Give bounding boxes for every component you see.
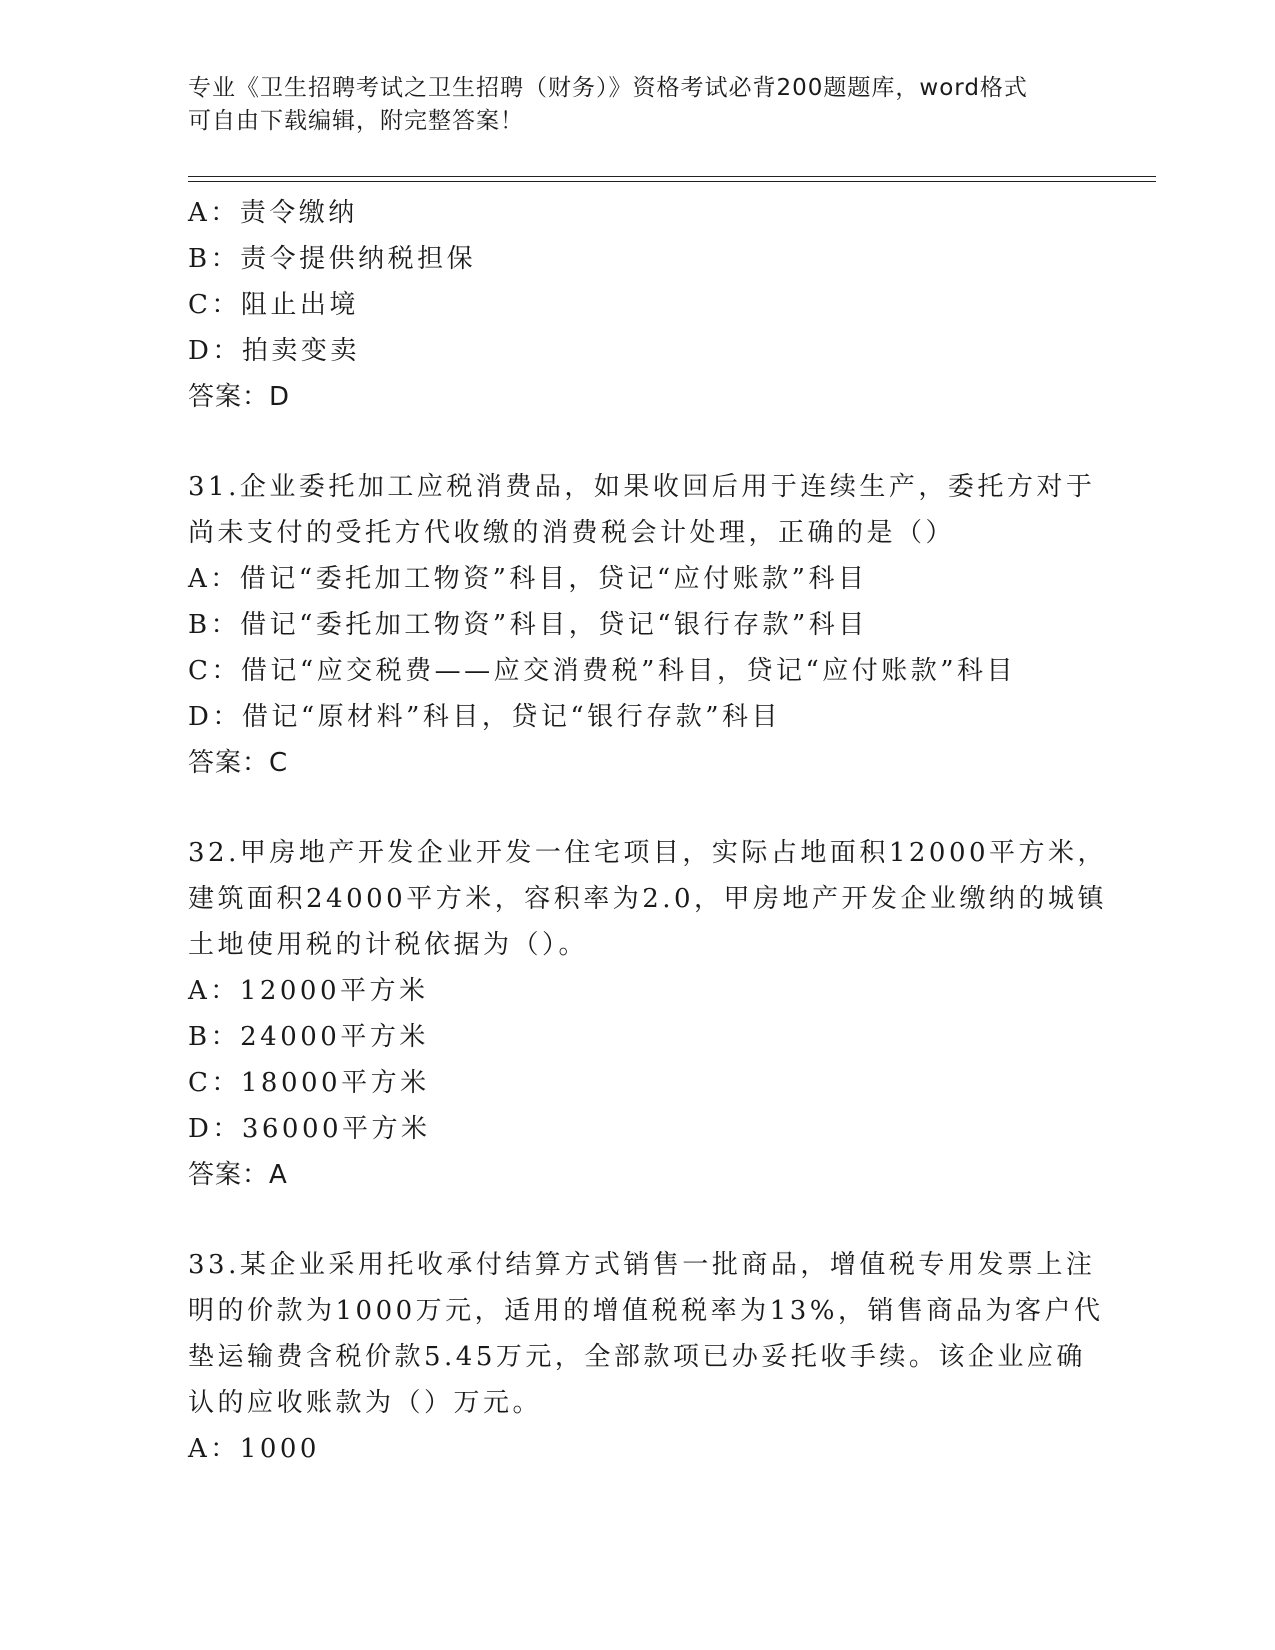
question-stem-line: 32.甲房地产开发企业开发一住宅项目，实际占地面积12000平方米， xyxy=(188,838,1108,868)
header-title-line-1: 专业《卫生招聘考试之卫生招聘（财务）》资格考试必背200题题库，word格式 xyxy=(188,75,1028,101)
answer: 答案：A xyxy=(188,1160,288,1190)
option-d: D：借记“原材料”科目，贷记“银行存款”科目 xyxy=(188,702,782,732)
question-stem-line: 垫运输费含税价款5.45万元，全部款项已办妥托收手续。该企业应确 xyxy=(188,1342,1086,1372)
option-a: A：12000平方米 xyxy=(188,976,429,1006)
option-a: A：借记“委托加工物资”科目，贷记“应付账款”科目 xyxy=(188,564,868,594)
option-d: D：拍卖变卖 xyxy=(188,336,360,366)
question-31 xyxy=(188,464,1096,786)
option-b: B：借记“委托加工物资”科目，贷记“银行存款”科目 xyxy=(188,610,868,640)
option-c: C：18000平方米 xyxy=(188,1068,430,1098)
question-stem-line: 建筑面积24000平方米，容积率为2.0，甲房地产开发企业缴纳的城镇 xyxy=(188,884,1108,914)
answer: 答案：C xyxy=(188,748,289,778)
header-divider xyxy=(188,176,1156,182)
option-b: B：责令提供纳税担保 xyxy=(188,244,477,274)
question-32 xyxy=(188,830,1108,1198)
document-header xyxy=(188,72,1088,138)
question-stem-line: 认的应收账款为（）万元。 xyxy=(188,1388,543,1418)
option-a: A：责令缴纳 xyxy=(188,198,358,228)
question-list xyxy=(188,190,1108,1472)
question-stem-line: 33.某企业采用托收承付结算方式销售一批商品，增值税专用发票上注 xyxy=(188,1250,1096,1280)
option-d: D：36000平方米 xyxy=(188,1114,431,1144)
option-c: C：借记“应交税费——应交消费税”科目，贷记“应付账款”科目 xyxy=(188,656,1017,686)
option-b: B：24000平方米 xyxy=(188,1022,429,1052)
option-a: A：1000 xyxy=(188,1434,320,1464)
option-c: C：阻止出境 xyxy=(188,290,359,320)
question-stem-line: 尚未支付的受托方代收缴的消费税会计处理，正确的是（） xyxy=(188,518,956,548)
question-stem-line: 土地使用税的计税依据为（）。 xyxy=(188,930,589,960)
answer: 答案：D xyxy=(188,382,291,412)
question-stem-line: 31.企业委托加工应税消费品，如果收回后用于连续生产，委托方对于 xyxy=(188,472,1096,502)
question-33 xyxy=(188,1242,1104,1472)
question-30 xyxy=(188,190,1088,420)
header-title-line-2: 可自由下载编辑，附完整答案！ xyxy=(188,108,524,134)
question-stem-line: 明的价款为1000万元，适用的增值税税率为13%，销售商品为客户代 xyxy=(188,1296,1104,1326)
